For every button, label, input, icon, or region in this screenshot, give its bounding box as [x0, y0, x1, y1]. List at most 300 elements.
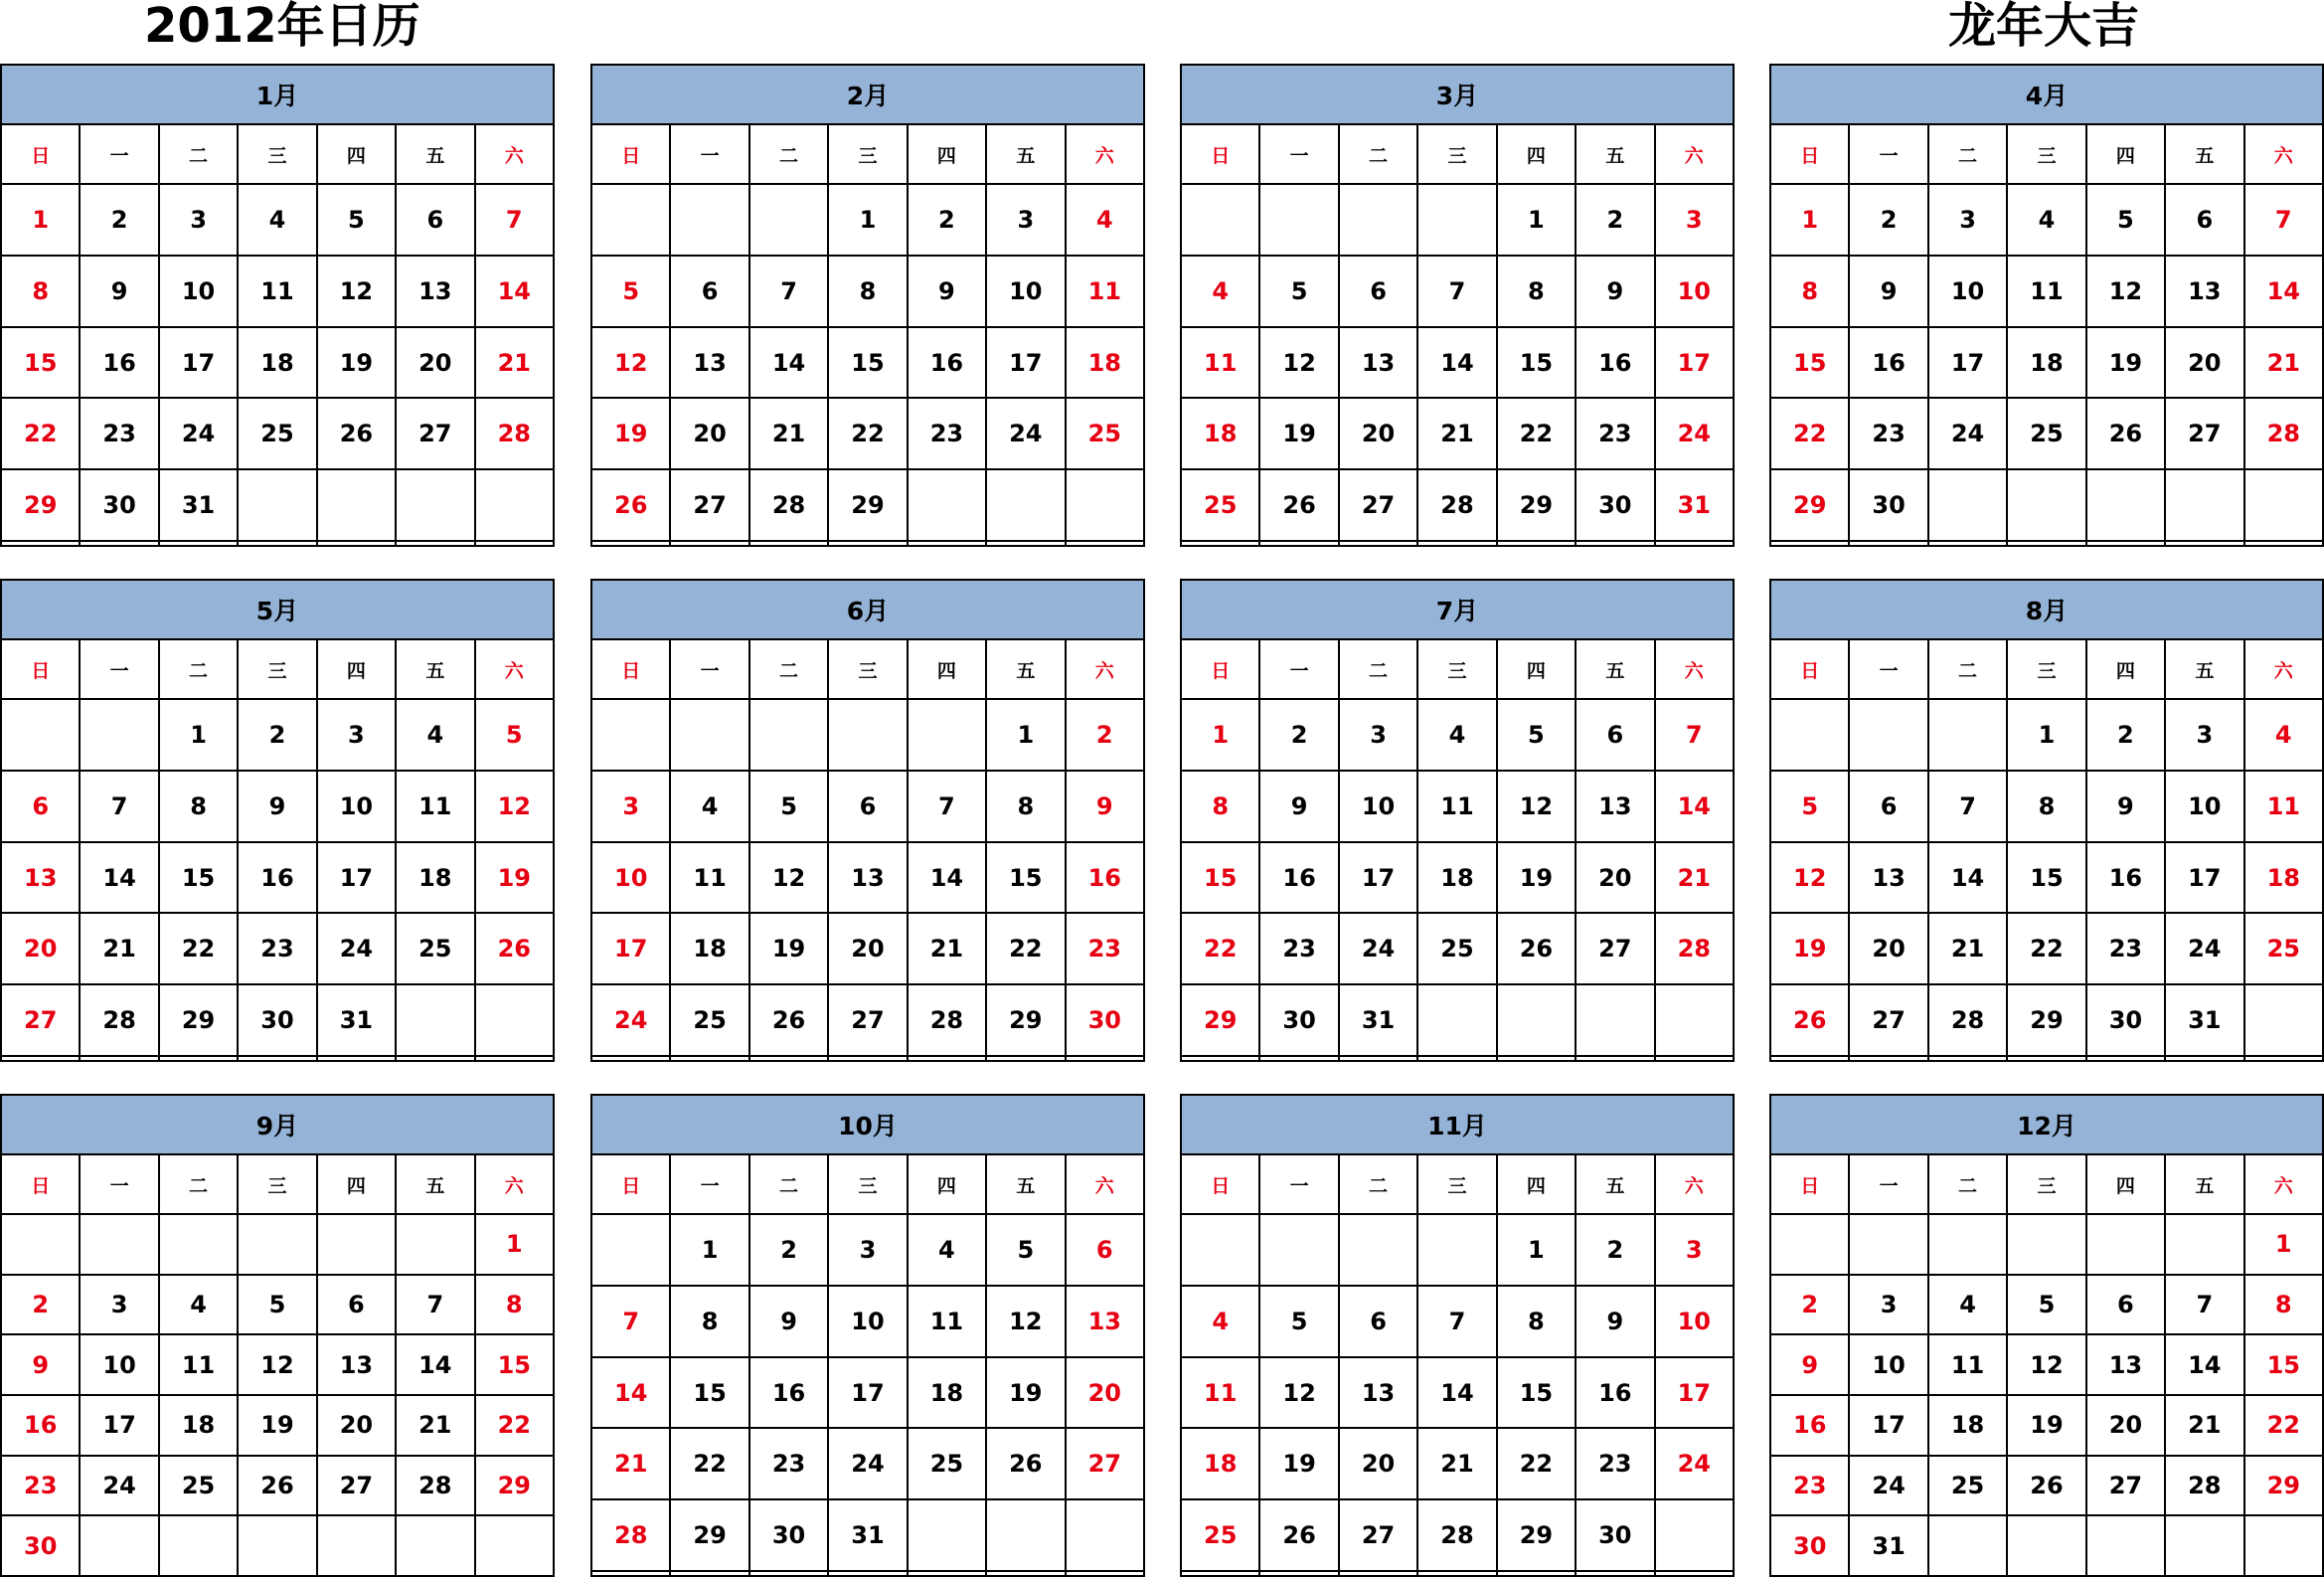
- weekday-label: 日: [591, 639, 670, 699]
- day-cell: 15: [1497, 327, 1576, 399]
- day-cell: 26: [749, 984, 828, 1056]
- day-cell: 5: [591, 256, 670, 327]
- day-cell: 20: [1339, 1428, 1417, 1499]
- day-cell: 19: [1259, 1428, 1338, 1499]
- day-cell: 20: [670, 398, 748, 469]
- day-cell: 19: [749, 913, 828, 984]
- day-cell: 19: [1770, 913, 1849, 984]
- day-cell: 8: [1497, 1286, 1576, 1357]
- day-cell: 4: [1066, 184, 1144, 256]
- day-cell: [749, 541, 828, 546]
- day-cell: 20: [2086, 1395, 2165, 1456]
- weekday-label: 二: [159, 639, 238, 699]
- day-cell: 10: [1849, 1334, 1927, 1395]
- day-cell: 18: [1066, 327, 1144, 399]
- day-cell: 6: [1576, 699, 1654, 771]
- day-cell: 23: [1259, 913, 1338, 984]
- weekday-label: 三: [828, 639, 907, 699]
- day-cell: 24: [591, 984, 670, 1056]
- day-cell: [1, 1056, 80, 1061]
- day-cell: 23: [80, 398, 158, 469]
- weekday-label: 六: [475, 124, 554, 184]
- day-cell: 25: [1181, 469, 1259, 541]
- day-cell: 18: [159, 1395, 238, 1456]
- day-cell: [159, 1515, 238, 1576]
- day-cell: 16: [80, 327, 158, 399]
- day-cell: 17: [828, 1357, 907, 1429]
- day-cell: 23: [1576, 1428, 1654, 1499]
- day-cell: 6: [1066, 1214, 1144, 1286]
- day-cell: 21: [591, 1428, 670, 1499]
- day-cell: 25: [2007, 398, 2085, 469]
- day-cell: 7: [1417, 256, 1496, 327]
- day-cell: 15: [475, 1334, 554, 1395]
- day-cell: 18: [1417, 842, 1496, 914]
- day-cell: 28: [591, 1499, 670, 1571]
- day-cell: [2086, 469, 2165, 541]
- day-cell: 5: [2007, 1275, 2085, 1335]
- day-cell: 19: [475, 842, 554, 914]
- day-cell: [238, 469, 316, 541]
- day-cell: 28: [1928, 984, 2007, 1056]
- month-name: 8月: [1770, 580, 2323, 639]
- day-cell: 3: [80, 1275, 158, 1335]
- weekday-label: 一: [1849, 124, 1927, 184]
- day-cell: 24: [159, 398, 238, 469]
- weekday-label: 二: [1928, 639, 2007, 699]
- day-cell: 7: [2165, 1275, 2243, 1335]
- day-cell: 1: [670, 1214, 748, 1286]
- day-cell: 25: [238, 398, 316, 469]
- weekday-label: 一: [670, 639, 748, 699]
- day-cell: 29: [1, 469, 80, 541]
- day-cell: 6: [1, 771, 80, 842]
- weekday-label: 六: [2244, 124, 2323, 184]
- month-calendar: [1180, 64, 1735, 547]
- day-cell: 1: [1497, 1214, 1576, 1286]
- weekday-label: 日: [591, 1154, 670, 1214]
- day-cell: 24: [1655, 1428, 1734, 1499]
- day-cell: [1417, 1056, 1496, 1061]
- day-cell: 11: [1181, 1357, 1259, 1429]
- day-cell: [908, 1499, 986, 1571]
- day-cell: 27: [670, 469, 748, 541]
- day-cell: 13: [1066, 1286, 1144, 1357]
- day-cell: [1259, 1571, 1338, 1576]
- calendar-slogan: 龙年大吉: [1948, 0, 2140, 54]
- day-cell: 29: [1497, 1499, 1576, 1571]
- day-cell: 12: [475, 771, 554, 842]
- day-cell: [80, 1056, 158, 1061]
- day-cell: 20: [828, 913, 907, 984]
- day-cell: 23: [1576, 398, 1654, 469]
- weekday-label: 日: [591, 124, 670, 184]
- day-cell: 7: [1928, 771, 2007, 842]
- day-cell: 18: [670, 913, 748, 984]
- day-cell: [1849, 541, 1927, 546]
- weekday-label: 日: [1, 639, 80, 699]
- day-cell: [908, 469, 986, 541]
- day-cell: 10: [986, 256, 1065, 327]
- day-cell: 19: [2007, 1395, 2085, 1456]
- weekday-label: 二: [1339, 1154, 1417, 1214]
- day-cell: 4: [1417, 699, 1496, 771]
- weekday-label: 三: [238, 1154, 316, 1214]
- day-cell: 22: [1770, 398, 1849, 469]
- weekday-label: 五: [986, 1154, 1065, 1214]
- day-cell: 25: [670, 984, 748, 1056]
- day-cell: [1339, 184, 1417, 256]
- weekday-label: 一: [1259, 639, 1338, 699]
- day-cell: 26: [986, 1428, 1065, 1499]
- day-cell: 23: [1770, 1456, 1849, 1516]
- day-cell: 12: [1259, 1357, 1338, 1429]
- weekday-label: 五: [1576, 1154, 1654, 1214]
- day-cell: 5: [986, 1214, 1065, 1286]
- day-cell: 31: [828, 1499, 907, 1571]
- day-cell: 14: [396, 1334, 474, 1395]
- day-cell: 27: [396, 398, 474, 469]
- day-cell: [317, 469, 396, 541]
- day-cell: 19: [986, 1357, 1065, 1429]
- day-cell: 7: [396, 1275, 474, 1335]
- day-cell: 31: [1339, 984, 1417, 1056]
- day-cell: 5: [749, 771, 828, 842]
- day-cell: [1576, 984, 1654, 1056]
- weekday-label: 日: [1181, 1154, 1259, 1214]
- day-cell: 14: [1417, 327, 1496, 399]
- day-cell: 31: [2165, 984, 2243, 1056]
- month-name: 2月: [591, 65, 1144, 124]
- day-cell: 21: [2165, 1395, 2243, 1456]
- day-cell: 26: [2086, 398, 2165, 469]
- day-cell: 26: [475, 913, 554, 984]
- weekday-label: 二: [1928, 124, 2007, 184]
- day-cell: 20: [1339, 398, 1417, 469]
- day-cell: 26: [1259, 1499, 1338, 1571]
- day-cell: 13: [396, 256, 474, 327]
- day-cell: 12: [591, 327, 670, 399]
- weekday-label: 一: [670, 124, 748, 184]
- day-cell: 17: [1928, 327, 2007, 399]
- day-cell: 1: [828, 184, 907, 256]
- day-cell: 26: [591, 469, 670, 541]
- day-cell: 12: [317, 256, 396, 327]
- day-cell: 12: [2007, 1334, 2085, 1395]
- weekday-label: 五: [2165, 124, 2243, 184]
- day-cell: 7: [2244, 184, 2323, 256]
- day-cell: 21: [475, 327, 554, 399]
- day-cell: 13: [1339, 1357, 1417, 1429]
- weekday-label: 四: [908, 1154, 986, 1214]
- day-cell: [591, 184, 670, 256]
- day-cell: 14: [908, 842, 986, 914]
- day-cell: [1928, 1515, 2007, 1576]
- month-name: 1月: [1, 65, 554, 124]
- month-calendar: [1769, 579, 2324, 1062]
- day-cell: 3: [2165, 699, 2243, 771]
- day-cell: 1: [986, 699, 1065, 771]
- weekday-label: 六: [1655, 1154, 1734, 1214]
- day-cell: 15: [159, 842, 238, 914]
- day-cell: 3: [159, 184, 238, 256]
- day-cell: [2007, 541, 2085, 546]
- day-cell: [1928, 1056, 2007, 1061]
- weekday-label: 六: [1066, 1154, 1144, 1214]
- day-cell: [159, 1056, 238, 1061]
- day-cell: 14: [2244, 256, 2323, 327]
- day-cell: 30: [1576, 469, 1654, 541]
- day-cell: 4: [396, 699, 474, 771]
- day-cell: 8: [828, 256, 907, 327]
- day-cell: 12: [2086, 256, 2165, 327]
- day-cell: 24: [1928, 398, 2007, 469]
- weekday-label: 日: [1181, 124, 1259, 184]
- day-cell: 10: [317, 771, 396, 842]
- day-cell: 12: [749, 842, 828, 914]
- day-cell: 23: [908, 398, 986, 469]
- day-cell: 2: [80, 184, 158, 256]
- day-cell: 22: [986, 913, 1065, 984]
- day-cell: [317, 541, 396, 546]
- day-cell: [749, 1571, 828, 1576]
- day-cell: 10: [1655, 256, 1734, 327]
- day-cell: 22: [670, 1428, 748, 1499]
- day-cell: 9: [80, 256, 158, 327]
- day-cell: 13: [1849, 842, 1927, 914]
- day-cell: 23: [238, 913, 316, 984]
- weekday-label: 五: [396, 639, 474, 699]
- weekday-label: 四: [1497, 124, 1576, 184]
- day-cell: [2244, 984, 2323, 1056]
- weekday-label: 三: [2007, 1154, 2085, 1214]
- day-cell: 14: [475, 256, 554, 327]
- month-name: 3月: [1181, 65, 1734, 124]
- day-cell: [396, 984, 474, 1056]
- weekday-label: 五: [1576, 639, 1654, 699]
- weekday-label: 日: [1, 1154, 80, 1214]
- day-cell: 9: [749, 1286, 828, 1357]
- day-cell: [1339, 1214, 1417, 1286]
- day-cell: 1: [1181, 699, 1259, 771]
- day-cell: 26: [317, 398, 396, 469]
- day-cell: [396, 1515, 474, 1576]
- day-cell: 15: [2244, 1334, 2323, 1395]
- day-cell: 24: [1655, 398, 1734, 469]
- day-cell: 28: [2165, 1456, 2243, 1516]
- day-cell: 30: [1849, 469, 1927, 541]
- day-cell: 1: [1497, 184, 1576, 256]
- day-cell: 6: [828, 771, 907, 842]
- day-cell: 24: [80, 1456, 158, 1516]
- weekday-label: 六: [1655, 124, 1734, 184]
- day-cell: 6: [1849, 771, 1927, 842]
- day-cell: 6: [1339, 1286, 1417, 1357]
- day-cell: 3: [1849, 1275, 1927, 1335]
- weekday-label: 四: [317, 124, 396, 184]
- day-cell: [1576, 1056, 1654, 1061]
- day-cell: 17: [2165, 842, 2243, 914]
- day-cell: 5: [2086, 184, 2165, 256]
- day-cell: [986, 1571, 1065, 1576]
- day-cell: 27: [828, 984, 907, 1056]
- day-cell: [2086, 1214, 2165, 1275]
- day-cell: 1: [1770, 184, 1849, 256]
- day-cell: 18: [1181, 398, 1259, 469]
- day-cell: [1576, 1571, 1654, 1576]
- day-cell: [591, 1214, 670, 1286]
- day-cell: [908, 541, 986, 546]
- day-cell: 18: [908, 1357, 986, 1429]
- weekday-label: 日: [1181, 639, 1259, 699]
- day-cell: [1849, 1056, 1927, 1061]
- day-cell: [2165, 1056, 2243, 1061]
- day-cell: 16: [908, 327, 986, 399]
- day-cell: [2165, 469, 2243, 541]
- month-calendar: [0, 579, 555, 1062]
- day-cell: 18: [2244, 842, 2323, 914]
- day-cell: [1259, 1214, 1338, 1286]
- day-cell: 24: [1849, 1456, 1927, 1516]
- weekday-label: 五: [986, 639, 1065, 699]
- day-cell: [1181, 184, 1259, 256]
- weekday-label: 四: [2086, 1154, 2165, 1214]
- weekday-label: 一: [80, 1154, 158, 1214]
- day-cell: [1066, 1571, 1144, 1576]
- day-cell: 8: [670, 1286, 748, 1357]
- day-cell: 8: [159, 771, 238, 842]
- weekday-label: 二: [749, 1154, 828, 1214]
- day-cell: 12: [238, 1334, 316, 1395]
- day-cell: 19: [1497, 842, 1576, 914]
- day-cell: [1417, 1214, 1496, 1286]
- day-cell: 31: [317, 984, 396, 1056]
- weekday-label: 日: [1770, 639, 1849, 699]
- day-cell: 3: [1655, 1214, 1734, 1286]
- day-cell: 29: [828, 469, 907, 541]
- day-cell: 2: [908, 184, 986, 256]
- day-cell: [670, 184, 748, 256]
- weekday-label: 一: [1849, 1154, 1927, 1214]
- day-cell: 20: [1576, 842, 1654, 914]
- day-cell: 2: [1259, 699, 1338, 771]
- day-cell: 7: [475, 184, 554, 256]
- day-cell: 11: [1928, 1334, 2007, 1395]
- weekday-label: 五: [396, 1154, 474, 1214]
- day-cell: [1339, 1056, 1417, 1061]
- day-cell: 16: [1259, 842, 1338, 914]
- weekday-label: 六: [1655, 639, 1734, 699]
- day-cell: 11: [1417, 771, 1496, 842]
- day-cell: 22: [159, 913, 238, 984]
- day-cell: 9: [908, 256, 986, 327]
- day-cell: 24: [828, 1428, 907, 1499]
- day-cell: 9: [1849, 256, 1927, 327]
- day-cell: 16: [1576, 1357, 1654, 1429]
- day-cell: 11: [159, 1334, 238, 1395]
- day-cell: 4: [908, 1214, 986, 1286]
- day-cell: [1, 1214, 80, 1275]
- day-cell: 17: [591, 913, 670, 984]
- day-cell: [591, 541, 670, 546]
- day-cell: 3: [986, 184, 1065, 256]
- month-name: 6月: [591, 580, 1144, 639]
- day-cell: 5: [1497, 699, 1576, 771]
- day-cell: 30: [1770, 1515, 1849, 1576]
- weekday-label: 三: [1417, 639, 1496, 699]
- day-cell: 23: [2086, 913, 2165, 984]
- day-cell: 21: [1655, 842, 1734, 914]
- day-cell: 28: [908, 984, 986, 1056]
- day-cell: 29: [159, 984, 238, 1056]
- day-cell: 29: [1497, 469, 1576, 541]
- month-calendar: [590, 579, 1145, 1062]
- day-cell: 23: [1849, 398, 1927, 469]
- day-cell: [828, 699, 907, 771]
- day-cell: 17: [1655, 327, 1734, 399]
- weekday-label: 五: [986, 124, 1065, 184]
- day-cell: [749, 184, 828, 256]
- day-cell: 1: [2244, 1214, 2323, 1275]
- day-cell: [2244, 1515, 2323, 1576]
- day-cell: 17: [159, 327, 238, 399]
- day-cell: [2007, 1056, 2085, 1061]
- day-cell: 9: [1, 1334, 80, 1395]
- day-cell: 4: [2244, 699, 2323, 771]
- day-cell: [1066, 1056, 1144, 1061]
- day-cell: [2244, 1056, 2323, 1061]
- day-cell: 12: [1770, 842, 1849, 914]
- day-cell: 2: [749, 1214, 828, 1286]
- day-cell: 26: [1497, 913, 1576, 984]
- weekday-label: 三: [238, 639, 316, 699]
- day-cell: 30: [1259, 984, 1338, 1056]
- day-cell: 6: [2086, 1275, 2165, 1335]
- day-cell: [1181, 541, 1259, 546]
- month-name: 9月: [1, 1095, 554, 1154]
- day-cell: 18: [238, 327, 316, 399]
- day-cell: 23: [749, 1428, 828, 1499]
- day-cell: 7: [908, 771, 986, 842]
- day-cell: [238, 1214, 316, 1275]
- weekday-label: 六: [1066, 124, 1144, 184]
- month-name: 12月: [1770, 1095, 2323, 1154]
- day-cell: 30: [238, 984, 316, 1056]
- day-cell: [1928, 469, 2007, 541]
- day-cell: 6: [1339, 256, 1417, 327]
- day-cell: [1497, 541, 1576, 546]
- day-cell: [1259, 184, 1338, 256]
- day-cell: 13: [1576, 771, 1654, 842]
- day-cell: 22: [2244, 1395, 2323, 1456]
- weekday-label: 六: [475, 639, 554, 699]
- day-cell: 3: [1339, 699, 1417, 771]
- day-cell: 19: [1259, 398, 1338, 469]
- weekday-label: 一: [1259, 124, 1338, 184]
- day-cell: [1655, 1499, 1734, 1571]
- weekday-label: 一: [1849, 639, 1927, 699]
- day-cell: 25: [2244, 913, 2323, 984]
- day-cell: 25: [1066, 398, 1144, 469]
- day-cell: [1181, 1214, 1259, 1286]
- day-cell: 2: [1770, 1275, 1849, 1335]
- day-cell: 14: [80, 842, 158, 914]
- day-cell: 5: [1770, 771, 1849, 842]
- day-cell: [396, 1056, 474, 1061]
- day-cell: 25: [159, 1456, 238, 1516]
- day-cell: [2086, 1515, 2165, 1576]
- day-cell: 19: [591, 398, 670, 469]
